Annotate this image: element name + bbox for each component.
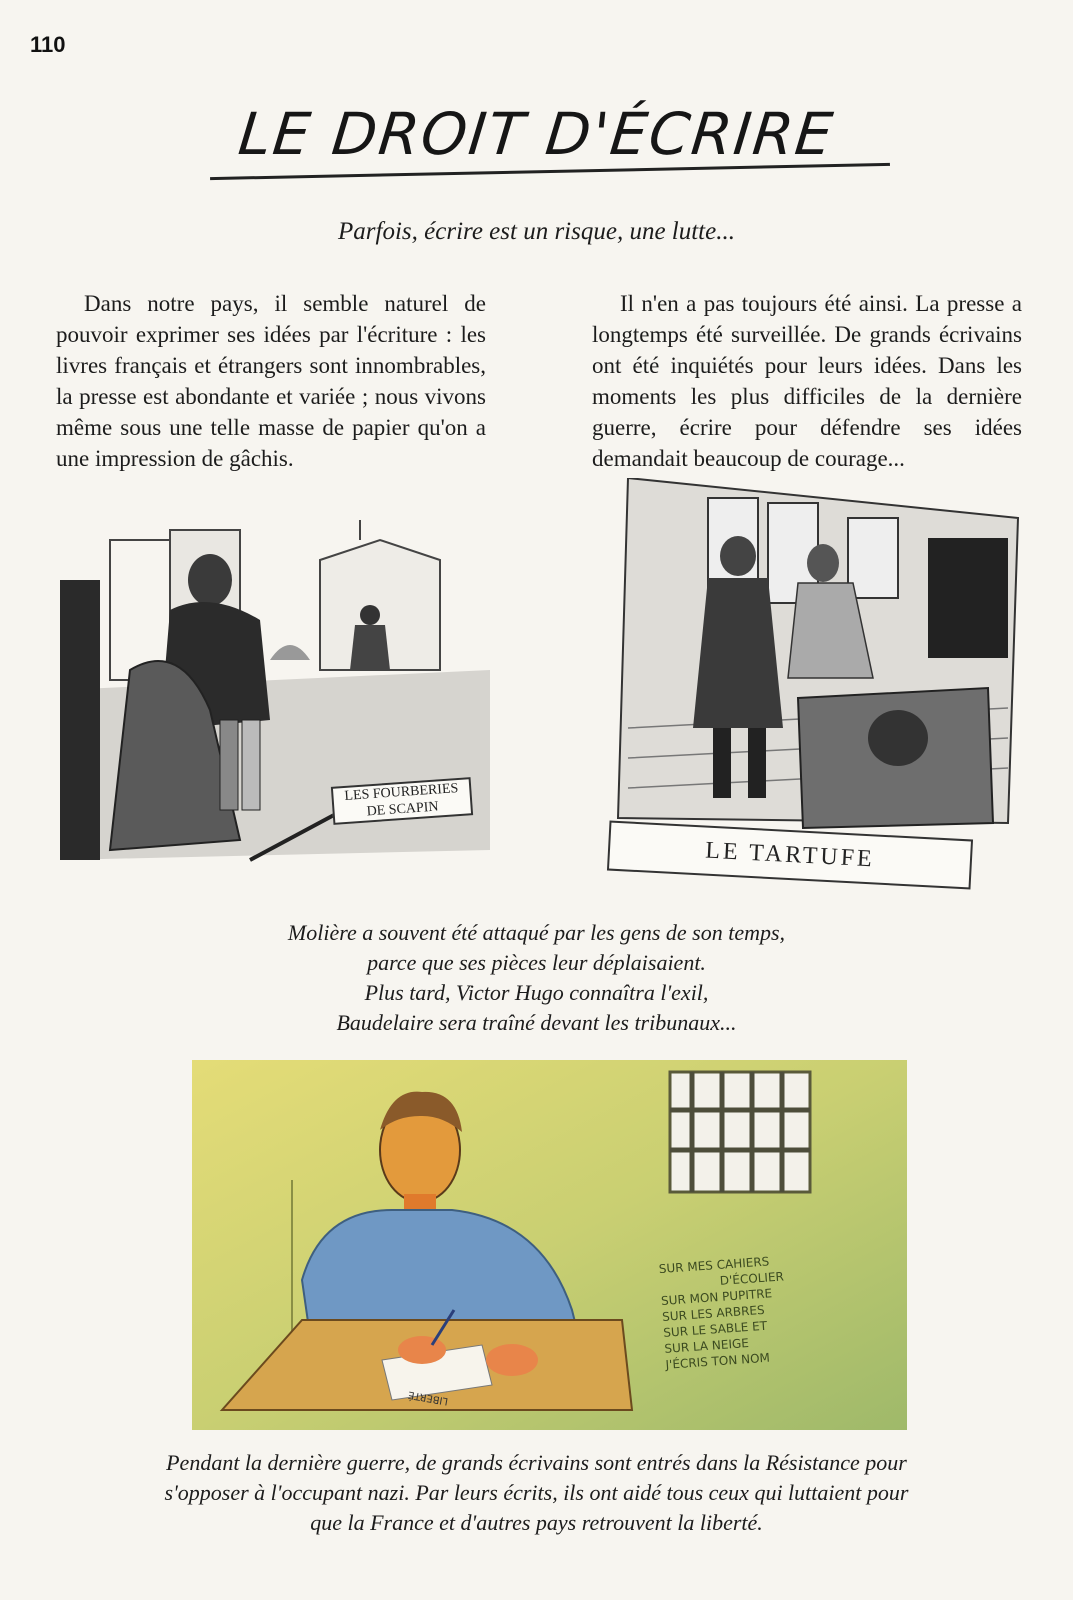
resistance-caption-line: que la France et d'autres pays retrouvent la liberté. [310, 1510, 763, 1535]
intro-left-column [56, 288, 486, 474]
scapin-label-line-2: DE SCAPIN [366, 799, 440, 820]
wall-poem [658, 1247, 865, 1373]
wall-poem-line: SUR MON PUPITRE [660, 1286, 773, 1308]
resistance-caption-line: s'opposer à l'occupant nazi. Par leurs écrits, ils ont aidé tous ceux qui luttaient pour [164, 1480, 909, 1505]
scapin-label-line-1: LES FOURBERIES [344, 781, 459, 804]
intro-right-column [592, 288, 1022, 474]
scapin-illustration [60, 520, 490, 890]
page-title: LE DROIT D'ÉCRIRE [235, 100, 838, 168]
scapin-drawing [60, 520, 490, 890]
moliere-caption-line: parce que ses pièces leur déplaisaient. [367, 950, 706, 975]
page-subtitle: Parfois, écrire est un risque, une lutte... [338, 218, 735, 245]
wall-poem-line: J'ÉCRIS TON NOM [665, 1350, 771, 1372]
moliere-caption-line: Baudelaire sera traîné devant les tribunaux... [336, 1010, 737, 1035]
resistance-caption-line: Pendant la dernière guerre, de grands écrivains sont entrés dans la Résistance pour [166, 1450, 907, 1475]
wall-poem-line: SUR LE SABLE ET [662, 1318, 768, 1340]
prisoner-drawing [192, 1060, 907, 1430]
resistance-caption [0, 1448, 1073, 1538]
intro-right-paragraph: Il n'en a pas toujours été ainsi. La presse a longtemps été surveillée. De grands écrivains ont été inquiétés pour leurs idées. Dans les moments les plus difficiles de la dernière guerre, écrire pour défendre ses idées demandait beaucoup de courage... [592, 291, 1022, 471]
wall-poem-line: SUR LES ARBRES [661, 1302, 766, 1324]
wall-poem-line: D'ÉCOLIER [719, 1269, 785, 1288]
intro-left-paragraph: Dans notre pays, il semble naturel de pouvoir exprimer ses idées par l'écriture : les livres français et étrangers sont innombrables, la presse est abondante et variée ; nous vivons même sous une telle masse de papier qu'on a une impression de gâchis. [56, 291, 486, 471]
page-number: 110 [30, 32, 66, 57]
moliere-caption-line: Molière a souvent été attaqué par les gens de son temps, [287, 920, 786, 945]
tartufe-label: LE TARTUFE [607, 821, 973, 890]
paper-word: LIBERTÉ [407, 1388, 450, 1407]
wall-poem-line: SUR LA NEIGE [663, 1336, 750, 1356]
prisoner-illustration [192, 1060, 907, 1430]
tartufe-illustration [608, 478, 1028, 898]
moliere-caption-line: Plus tard, Victor Hugo connaîtra l'exil, [364, 980, 709, 1005]
moliere-caption [0, 918, 1073, 1038]
wall-poem-line: SUR MES CAHIERS [658, 1254, 770, 1277]
